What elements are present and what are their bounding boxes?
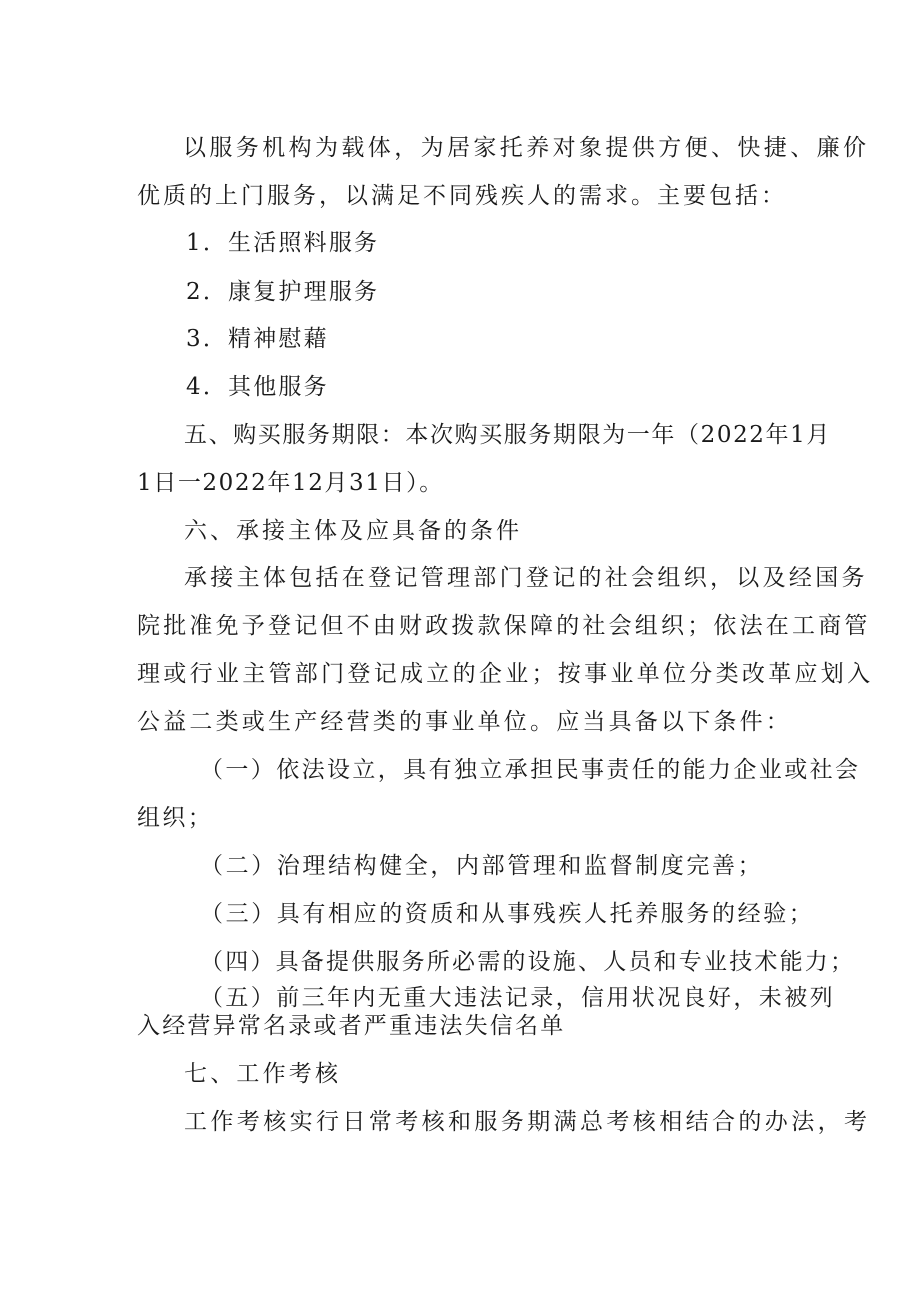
paragraph-line: 以服务机构为载体，为居家托养对象提供方便、快捷、廉价 [183,135,870,161]
paragraph-line: 公益二类或生产经营类的事业单位。应当具备以下条件： [137,709,792,735]
condition-item: （五）前三年内无重大违法记录，信用状况良好，未被列 [200,985,835,1011]
condition-item: （二）治理结构健全，内部管理和监督制度完善； [200,853,764,879]
paragraph-line: 1日一2022年12月31日）。 [137,470,444,496]
condition-item: （四）具备提供服务所必需的设施、人员和专业技术能力； [200,949,856,975]
paragraph-line: 理或行业主管部门登记成立的企业；按事业单位分类改革应划入 [137,661,874,687]
paragraph-line: 工作考核实行日常考核和服务期满总考核相结合的办法，考 [184,1109,871,1135]
condition-item: （一）依法设立，具有独立承担民事责任的能力企业或社会 [200,757,861,783]
list-item: 2．康复护理服务 [186,279,380,305]
paragraph-line: 承接主体包括在登记管理部门登记的社会组织，以及经国务 [184,565,868,591]
condition-item: （三）具有相应的资质和从事残疾人托养服务的经验； [200,901,815,927]
paragraph-line: 入经营异常名录或者严重违法失信名单 [137,1013,566,1039]
paragraph-line: 优质的上门服务，以满足不同残疾人的需求。主要包括： [137,183,787,209]
list-item: 4．其他服务 [186,374,329,400]
section-heading-service-period: 五、购买服务期限：本次购买服务期限为一年（2022年1月 [184,422,831,448]
section-heading-contractor: 六、承接主体及应具备的条件 [184,518,522,544]
list-item: 3．精神慰藉 [186,326,329,352]
paragraph-line: 组织； [137,805,214,831]
list-item: 1．生活照料服务 [186,230,380,256]
paragraph-line: 院批准免予登记但不由财政拨款保障的社会组织；依法在工商管 [137,613,871,639]
section-heading-assessment: 七、工作考核 [184,1061,342,1087]
